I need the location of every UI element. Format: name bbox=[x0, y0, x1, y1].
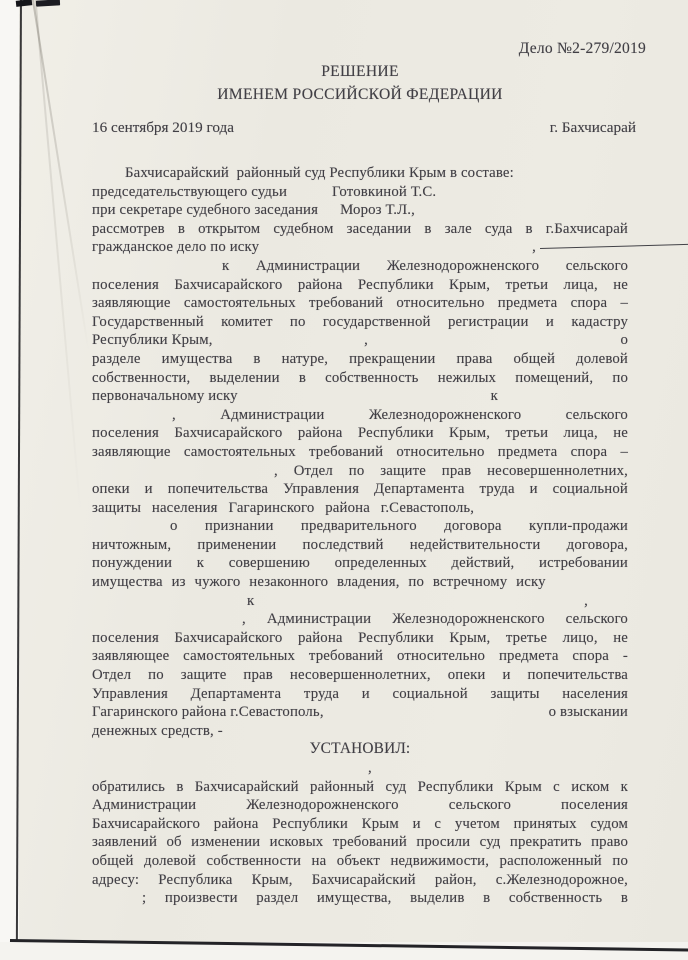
body-line: общей долевой собственности на объект недвижимости, расположенный по bbox=[92, 852, 628, 869]
line-text: , bbox=[532, 239, 536, 256]
line-text: первоначальному иску bbox=[92, 388, 238, 405]
decision-title: РЕШЕНИЕ bbox=[321, 63, 399, 80]
body-line: Администрации Железнодорожненского сельского поселения bbox=[92, 797, 628, 814]
document-date: 16 сентября 2019 года bbox=[92, 119, 234, 136]
blank-gap bbox=[92, 474, 274, 475]
body-line: ничтожным, применении последствий недействительности договора, bbox=[92, 536, 628, 553]
body-line: имущества из чужого незаконного владения, по встречному иску bbox=[92, 574, 546, 591]
body-line bbox=[92, 462, 628, 481]
body-line bbox=[92, 331, 628, 350]
body-line: Отдел по защите прав несовершеннолетних, опеки и попечительства bbox=[92, 667, 628, 684]
body-text bbox=[92, 164, 628, 908]
line-text: ; произвести раздел имущества, выделив в собственность в bbox=[142, 890, 628, 907]
blank-gap bbox=[318, 213, 340, 214]
body-spacer bbox=[92, 138, 628, 164]
flex-gap bbox=[254, 592, 584, 611]
blank-gap bbox=[92, 176, 125, 177]
flex-gap bbox=[368, 331, 620, 350]
line-text: , Администрации Железнодорожненского сельского bbox=[172, 406, 628, 423]
body-line: поселения Бахчисарайского района Республики Крым, третьи лица, не bbox=[92, 276, 628, 293]
flex-gap bbox=[324, 703, 549, 722]
body-line: понуждении к совершению определенных действий, истребовании bbox=[92, 555, 628, 572]
corner-mark bbox=[36, 0, 60, 7]
body-line: обратились в Бахчисарайский районный суд Республики Крым с иском к bbox=[92, 778, 628, 795]
body-line: заявляющие самостоятельных требований относительно предмета спора – bbox=[92, 295, 628, 312]
body-line bbox=[92, 610, 628, 629]
document-body bbox=[92, 38, 646, 908]
line-text: о взыскании bbox=[548, 704, 628, 721]
line-text: , bbox=[364, 332, 368, 349]
blank-gap bbox=[92, 901, 142, 902]
header-spacer bbox=[92, 106, 628, 118]
body-line: денежных средств, - bbox=[92, 722, 223, 739]
decision-subtitle: ИМЕНЕМ РОССИЙСКОЙ ФЕДЕРАЦИИ bbox=[217, 86, 503, 103]
date-line bbox=[92, 118, 636, 138]
blank-gap bbox=[92, 622, 242, 623]
body-line: собственности, выделении в собственность нежилых помещений, по bbox=[92, 369, 628, 386]
body-line bbox=[92, 592, 628, 611]
handwritten-underline bbox=[540, 242, 688, 249]
body-line: заявляющее самостоятельных требований относительно предмета спора - bbox=[92, 648, 628, 665]
body-line bbox=[92, 201, 628, 220]
flex-gap bbox=[213, 331, 364, 350]
flex-gap bbox=[259, 238, 532, 257]
line-text: при секретаре судебного заседания bbox=[92, 202, 319, 219]
blank-gap bbox=[92, 529, 170, 530]
line-text: Мороз Т.Л., bbox=[340, 202, 415, 219]
line-text: о признании предварительного договора купли-продажи bbox=[170, 518, 628, 535]
document-city: г. Бахчисарай bbox=[549, 119, 636, 136]
line-text: Бахчисарайский районный суд Республики Крым в составе: bbox=[125, 165, 514, 181]
blank-gap bbox=[498, 399, 628, 400]
body-line bbox=[92, 889, 628, 908]
line-text: , bbox=[584, 592, 588, 609]
blank-gap bbox=[588, 604, 628, 605]
body-line: поселения Бахчисарайского района Республики Крым, третьи лица, не bbox=[92, 425, 628, 442]
body-line: заявляющие самостоятельных требований относительно предмета спора – bbox=[92, 443, 628, 460]
line-text: к Администрации Железнодорожненского сельского bbox=[222, 257, 628, 274]
blank-gap bbox=[92, 418, 172, 419]
body-line: рассмотрев в открытом судебном заседании в зале суда в г.Бахчисарай bbox=[92, 220, 628, 237]
blank-gap bbox=[92, 771, 368, 772]
body-line bbox=[92, 183, 628, 202]
body-line: Бахчисарайского района Республики Крым и с учетом принятых судом bbox=[92, 815, 628, 832]
body-line bbox=[92, 517, 628, 536]
body-line bbox=[92, 238, 628, 257]
body-line: защиты населения Гагаринского района г.Севастополь, bbox=[92, 499, 475, 516]
line-text: Готовкиной Т.С. bbox=[332, 183, 437, 200]
body-line: Управления Департамента труда и социальной защиты населения bbox=[92, 685, 628, 702]
blank-gap bbox=[92, 604, 247, 605]
line-text: председательствующего судьи bbox=[92, 183, 288, 200]
corner-mark bbox=[16, 0, 33, 7]
line-text: к bbox=[490, 388, 498, 405]
body-line: заявлений об изменении исковых требований просили суд прекратить право bbox=[92, 834, 628, 851]
line-text: , bbox=[368, 760, 372, 776]
body-line bbox=[92, 759, 628, 778]
line-text: Республики Крым, bbox=[92, 332, 213, 349]
case-number: Дело №2-279/2019 bbox=[518, 40, 646, 57]
body-line bbox=[92, 164, 628, 183]
body-line: поселения Бахчисарайского района Республики Крым, третье лицо, не bbox=[92, 629, 628, 646]
body-line: УСТАНОВИЛ: bbox=[309, 740, 411, 758]
flex-gap bbox=[238, 387, 491, 406]
line-text: гражданское дело по иску bbox=[92, 239, 260, 256]
blank-gap bbox=[287, 195, 332, 196]
line-text: , Отдел по защите прав несовершеннолетних, bbox=[274, 462, 628, 479]
line-text: о bbox=[620, 332, 628, 349]
line-text: , Администрации Железнодорожненского сельского bbox=[242, 611, 628, 628]
blank-gap bbox=[92, 269, 222, 270]
body-line: адресу: Республика Крым, Бахчисарайский район, с.Железнодорожное, bbox=[92, 871, 628, 888]
body-line bbox=[92, 257, 628, 276]
body-line bbox=[92, 406, 628, 425]
body-line: Государственный комитет по государственной регистрации и кадастру bbox=[92, 313, 628, 330]
line-text: Гагаринского района г.Севастополь, bbox=[92, 704, 324, 721]
body-line: опеки и попечительства Управления Департамента труда и социальной bbox=[92, 481, 628, 498]
body-line: разделе имущества в натуре, прекращении права общей долевой bbox=[92, 350, 628, 367]
body-line bbox=[92, 387, 628, 406]
line-text: к bbox=[247, 592, 255, 609]
body-line bbox=[92, 703, 628, 722]
